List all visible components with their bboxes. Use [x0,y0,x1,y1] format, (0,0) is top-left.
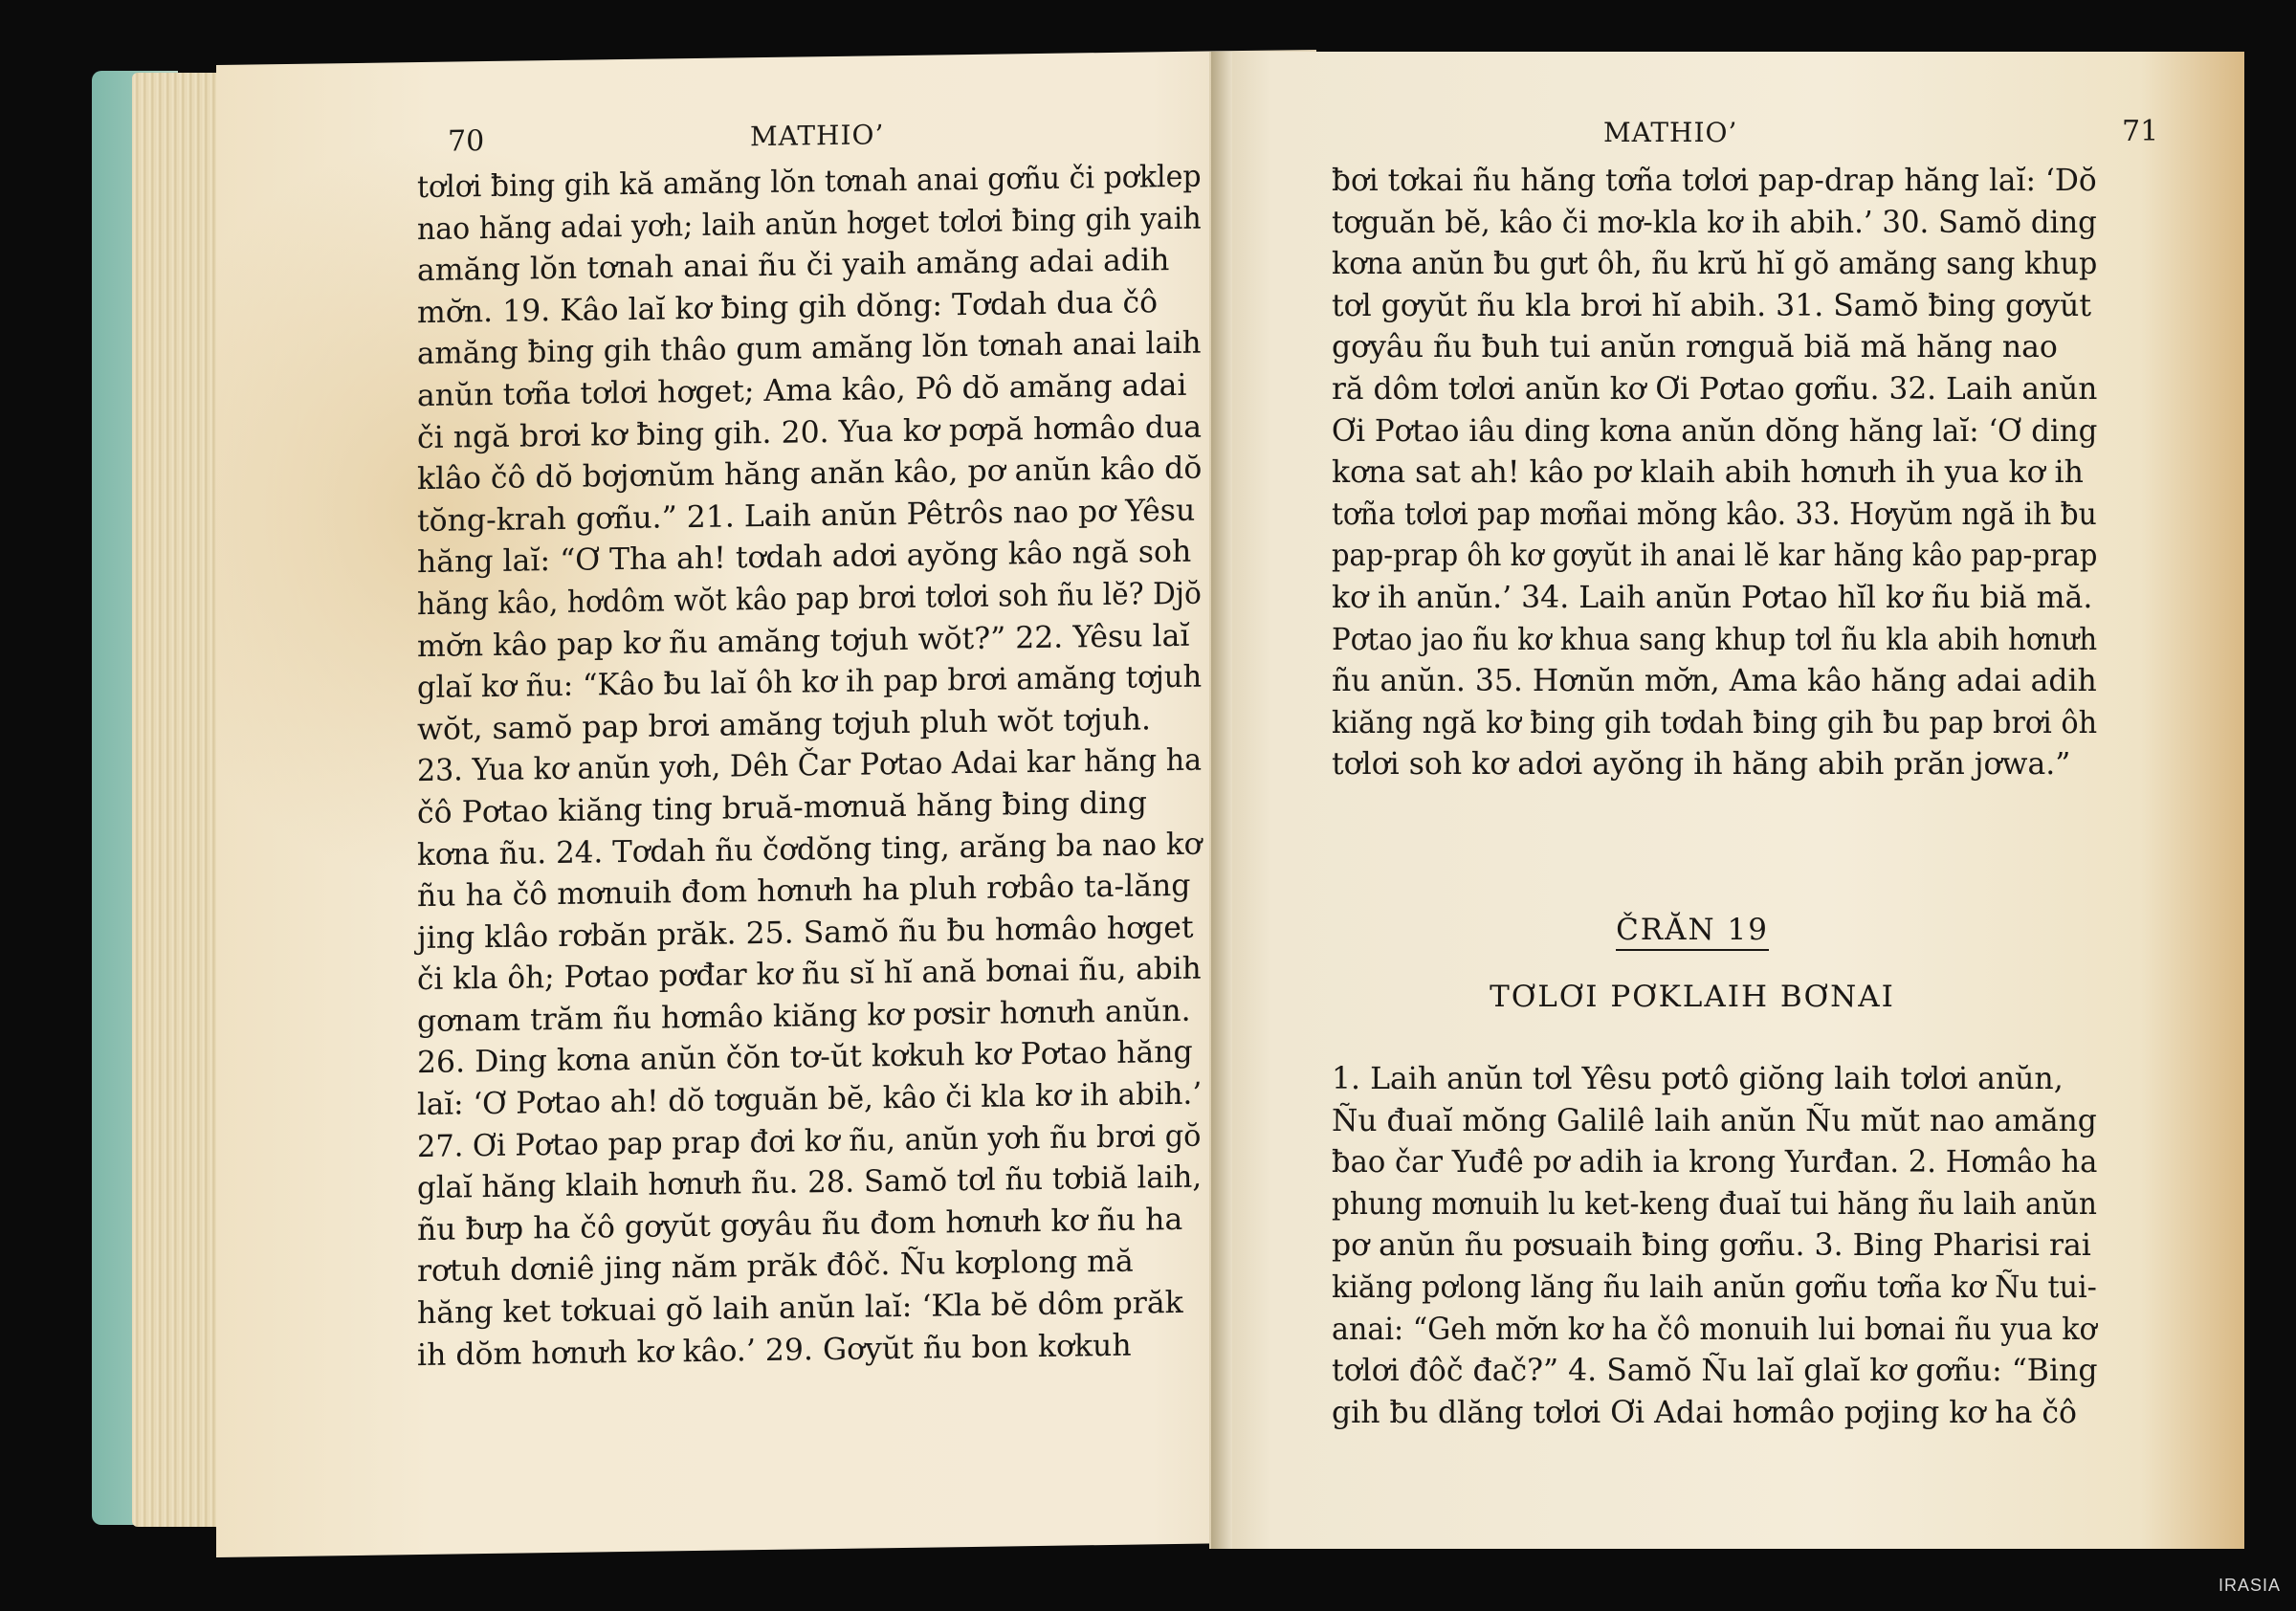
text-line: tơña tơlơi pap mơñai mŏng kâo. 33. Hơyŭm ngă ih ƀu [1332,497,2097,532]
text-line: tơlơi đôč đač?” 4. Samŏ Ñu laĭ glaĭ kơ gơñu: “Bing [1332,1354,2098,1389]
text-line: 26. Ding kơna anŭn čŏn tơ-ŭt kơkuh kơ Pơtao hăng [417,1035,1193,1081]
text-line: mơ̆n. 19. Kâo laĭ kơ ƀing gih dŏng: Tơdah dua čô [417,285,1159,330]
text-line: hăng kâo, hơdôm wŏt kâo pap brơi tơlơi soh ñu lĕ? Djŏ [417,576,1202,623]
text-line: ñu ha čô mơnuih đom hơnưh ha pluh rơbâo ta-lăng [417,868,1191,915]
section-title: TƠLƠI PƠKLAIH BƠNAI [1490,980,1895,1014]
text-line: amăng ƀing gih thâo gum amăng lŏn tơnah anai laih [417,325,1202,372]
text-line: glaĭ hăng klaih hơnưh ñu. 28. Samŏ tơl ñu tơbiă laih, [417,1159,1203,1206]
text-line: Ơi Pơtao iâu ding kơna anŭn dŏng hăng laĭ: ‘Ơ ding [1332,413,2098,449]
text-line: či kla ôh; Pơtao pơđar kơ ñu sĭ hĭ ană bơnai ñu, abih [417,951,1202,998]
text-line: čô Pơtao kiăng ting bruă-mơnuă hăng ƀing ding [417,785,1147,830]
text-line: kơna anŭn ƀu gưt ôh, ñu krŭ hĭ gŏ amăng sang khup [1332,247,2098,282]
chapter-heading-text: ČRĂN 19 [1616,913,1769,951]
right-page-text-top [1332,161,2097,786]
watermark: IRASIA [2218,1576,2281,1595]
right-page-text-bottom [1332,1059,2097,1434]
text-line: hăng ket tơkuai gŏ laih anŭn laĭ: ‘Kla bĕ dôm prăk [417,1285,1183,1332]
text-line: kơna ñu. 24. Tơdah ñu čơdŏng ting, arăng ba nao kơ [417,827,1203,872]
book-gutter [1211,52,1232,1549]
right-page [1209,52,2244,1549]
text-line: 27. Ơi Pơtao pap prap đơi kơ ñu, anŭn yơh ñu brơi gŏ [417,1118,1202,1164]
text-line: amăng lŏn tơnah anai ñu či yaih amăng adai adih [417,243,1170,289]
text-line: kiăng ngă kơ ƀing gih tơdah ƀing gih ƀu pap brơi ôh [1332,705,2098,740]
text-line: pap-prap ôh kơ gơyŭt ih anai lĕ kar hăng kâo pap-prap [1332,539,2098,574]
text-line: tơl gơyŭt ñu kla brơi hĭ abih. 31. Samŏ ƀing gơyŭt [1332,288,2092,323]
text-line: gih ƀu dlăng tơlơi Ơi Adai hơmâo pơjing kơ ha čô [1332,1395,2077,1430]
text-line: klâo čô dŏ bơjơnŭm hăng anăn kâo, pơ anŭn kâo dŏ [417,451,1203,497]
text-line: Pơtao jao ñu kơ khua sang khup tơl ñu kla abih hơnưh [1332,622,2098,657]
left-page [216,50,1316,1557]
left-page-text [417,157,1202,1378]
text-line: ñu ƀưp ha čô gơyŭt gơyâu ñu đom hơnưh kơ ñu ha [417,1202,1183,1247]
text-line: kiăng pơlong lăng ñu laih anŭn gơñu tơña kơ Ñu tui- [1332,1269,2097,1305]
text-line: ră dôm tơlơi anŭn kơ Ơi Pơtao gơñu. 32. Laih anŭn [1332,371,2098,407]
left-running-head: MATHIO’ [750,119,885,153]
text-line: tơlơi soh kơ adơi ayŏng ih hăng abih prăn jơwa.” [1332,747,2071,783]
text-line: ih dŏm hơnưh kơ kâo.’ 29. Gơyŭt ñu bon kơkuh [417,1328,1132,1373]
text-line: ñu anŭn. 35. Hơnŭn mơ̆n, Ama kâo hăng adai adih [1332,664,2097,699]
right-running-head: MATHIO’ [1603,117,1738,148]
text-line: 1. Laih anŭn tơl Yêsu pơtô giŏng laih tơlơi anŭn, [1332,1062,2064,1096]
text-line: tơguăn bĕ, kâo či mơ-kla kơ ih abih.’ 30. Samŏ ding [1332,205,2097,240]
right-page-number: 71 [2122,115,2159,148]
text-line: pơ anŭn ñu pơsuaih ƀing gơñu. 3. Bing Pharisi rai [1332,1228,2091,1264]
text-line: phung mơnuih lu ket-keng đuaĭ tui hăng ñu laih anŭn [1332,1186,2097,1222]
text-line: Ñu đuaĭ mŏng Galilê laih anŭn Ñu mŭt nao amăng [1332,1103,2097,1138]
text-line: či ngă brơi kơ ƀing gih. 20. Yua kơ pơpă hơmâo dua [417,409,1203,455]
text-line: rơtuh dơniê jing năm prăk đôč. Ñu kơplong mă [417,1245,1134,1290]
text-line: jing klâo rơbăn prăk. 25. Samŏ ñu ƀu hơmâo hơget [417,910,1194,956]
chapter-heading [1209,913,2175,947]
text-line: glaĭ kơ ñu: “Kâo ƀu laĭ ôh kơ ih pap brơi amăng tơjuh [417,659,1203,706]
text-line: ƀơi tơkai ñu hăng tơña tơlơi pap-drap hăng laĭ: ‘Dŏ [1332,164,2097,198]
text-line: nao hăng adai yơh; laih anŭn hơget tơlơi ƀing gih yaih [417,201,1202,247]
text-line: kơ ih anŭn.’ 34. Laih anŭn Pơtao hĭl kơ ñu biă mă. [1332,580,2093,615]
text-line: kơna sat ah! kâo pơ klaih abih hơnưh ih yua kơ ih [1332,455,2084,491]
text-line: anai: “Geh mơ̆n kơ ha čô monuih lui bơnai ñu yua kơ [1332,1312,2097,1347]
text-line: 23. Yua kơ anŭn yơh, Dêh Čar Pơtao Adai kar hăng ha [417,742,1203,789]
text-line: gơyâu ñu ƀuh tui anŭn rơnguă biă mă hăng nao [1332,330,2058,365]
text-line: mơ̆n kâo pap kơ ñu amăng tơjuh wŏt?” 22. Yêsu laĭ [417,618,1190,664]
text-line: tŏng-krah gơñu.” 21. Laih anŭn Pêtrôs nao pơ Yêsu [417,493,1196,539]
text-line: laĭ: ‘Ơ Pơtao ah! dŏ tơguăn bĕ, kâo či kla kơ ih abih.’ [417,1076,1203,1123]
text-line: hăng laĭ: “Ơ Tha ah! tơdah adơi ayŏng kâo ngă soh [417,535,1192,581]
text-line: anŭn tơña tơlơi hơget; Ama kâo, Pô dŏ amăng adai [417,367,1187,414]
text-line: tơlơi ƀing gih kă amăng lŏn tơnah anai gơñu či pơklep [417,159,1202,206]
text-line: ƀao čar Yuđê pơ adih ia krong Yurđan. 2. Hơmâo ha [1332,1145,2098,1181]
left-page-number: 70 [448,124,485,159]
open-book [92,52,2250,1561]
text-line: gơnam trăm ñu hơmâo kiăng kơ pơsir hơnưh anŭn. [417,993,1191,1039]
text-line: wŏt, samŏ pap brơi amăng tơjuh pluh wŏt tơjuh. [417,702,1152,747]
